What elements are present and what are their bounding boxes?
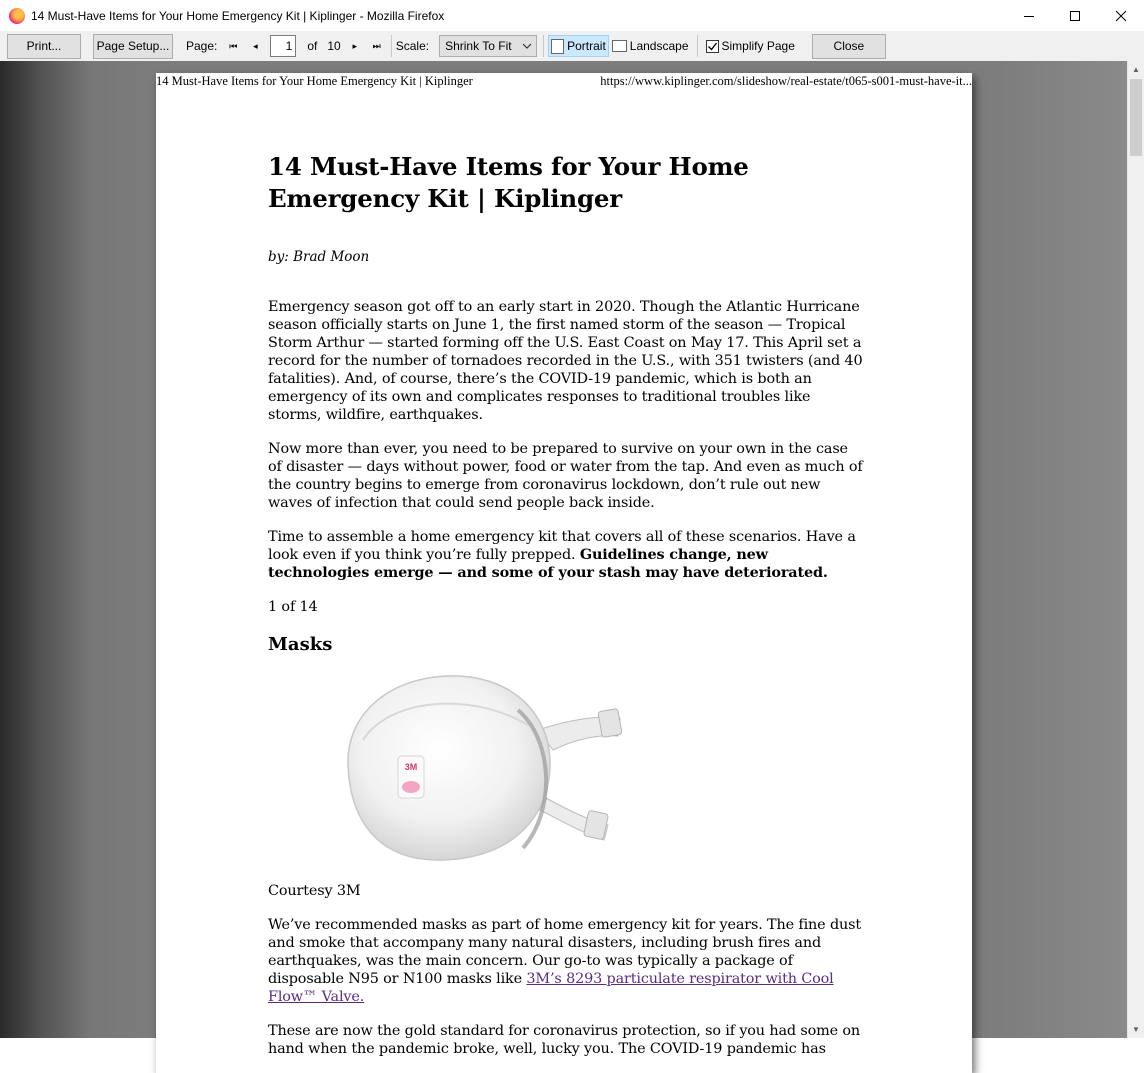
close-preview-button[interactable]: Close [812,34,886,59]
scroll-up-button[interactable] [1128,61,1144,78]
title-bar [0,0,1144,31]
vertical-scrollbar[interactable] [1127,61,1144,1038]
firefox-icon [9,8,25,24]
toolbar-separator [697,35,698,57]
checkmark-icon [707,41,718,52]
toolbar-separator [543,35,544,57]
scale-select[interactable] [439,35,537,57]
image-credit: Courtesy 3M [268,883,361,899]
respirator-mask-illustration [268,670,863,866]
landscape-toggle[interactable] [610,35,691,57]
scale-label: Scale: [395,39,430,53]
portrait-page-icon [551,39,564,54]
article-paragraph: Now more than ever, you need to be prepared to survive on your own in the case of disaster — days without power, food or water from the tap. And even as much of the country begins to emerge from coronavirus lockdown, don’t rule out new waves of infection that could send people back inside. [268,441,863,511]
minimize-button[interactable] [1006,0,1052,31]
landscape-page-icon [612,40,627,52]
article-title: 14 Must-Have Items for Your Home Emergency Kit | Kiplinger [268,152,749,213]
close-icon [1116,11,1126,21]
landscape-label: Landscape [629,39,689,53]
print-preview-area[interactable] [0,61,1127,1057]
window-controls [1006,0,1144,31]
toolbar-separator [391,35,392,57]
page-number-input[interactable]: 1 [270,35,296,57]
print-button[interactable]: Print... [7,34,81,59]
last-page-icon: ⏭ [372,40,381,51]
article-body [268,151,863,1058]
last-page-button[interactable] [367,36,387,56]
portrait-toggle[interactable] [548,35,609,57]
article-paragraph [268,528,863,582]
previous-page-button[interactable] [245,36,265,56]
paragraph-text: Time to assemble a home emergency kit that covers all of these scenarios. Have a look even if you think you’re fully prepped. [268,529,856,563]
printed-page [156,73,972,1073]
scale-select-value: Shrink To Fit [445,39,512,53]
next-page-button[interactable] [345,36,365,56]
mask-brand-logo: 3M [404,762,418,772]
previous-page-icon: ◂ [253,40,258,51]
scrollbar-thumb[interactable] [1130,79,1142,156]
maximize-button[interactable] [1052,0,1098,31]
chevron-down-icon [522,40,532,52]
mask-image [268,670,863,866]
product-link[interactable]: 3M’s 8293 particulate respirator with Cool Flow™ Valve. [268,971,834,1005]
minimize-icon [1024,11,1034,21]
scroll-down-button[interactable] [1128,1021,1144,1038]
next-page-icon: ▸ [352,40,357,51]
window-title: 14 Must-Have Items for Your Home Emergency Kit | Kiplinger - Mozilla Firefox [31,8,445,23]
checkbox-icon [706,40,719,53]
portrait-label: Portrait [567,39,606,53]
page-label: Page: [186,39,218,53]
article-paragraph [268,916,863,1006]
paragraph-bold-text: Guidelines change, new technologies emerge — and some of your stash may have deteriorated. [268,546,828,581]
section-heading: Masks [268,634,333,655]
maximize-icon [1070,11,1080,21]
page-total: 10 [327,39,341,53]
article-paragraph: These are now the gold standard for coronavirus protection, so if you had some on hand when the pandemic broke, well, lucky you. The COVID-19 pandemic has [268,1023,861,1057]
simplify-page-checkbox[interactable] [704,35,797,57]
first-page-icon: ⏮ [229,40,238,51]
first-page-button[interactable] [223,36,243,56]
of-label: of [307,39,318,53]
simplify-page-label: Simplify Page [721,39,795,53]
chevron-down-icon: ▼ [1132,1025,1140,1034]
paragraph-text: We’ve recommended masks as part of home emergency kit for years. The fine dust and smoke that accompany many natural disasters, including brush fires and earthquakes, was the main concern. Our go-to was typically a package of disposable N95 or N100 masks like [268,917,862,987]
page-header-title: 14 Must-Have Items for Your Home Emergency Kit | Kiplinger [156,74,473,88]
slide-counter: 1 of 14 [268,599,318,615]
close-window-button[interactable] [1098,0,1144,31]
page-header-url: https://www.kiplinger.com/slideshow/real-estate/t065-s001-must-have-it... [600,74,972,88]
page-setup-button[interactable]: Page Setup... [93,34,173,59]
chevron-up-icon: ▲ [1132,65,1140,74]
article-byline: by: Brad Moon [268,249,370,265]
print-preview-toolbar [0,31,1144,61]
article-paragraph: Emergency season got off to an early start in 2020. Though the Atlantic Hurricane season officially starts on June 1, the first named storm of the season — Tropical Storm Arthur — started forming off the U.S. East Coast on May 17. This April set a record for the number of tornadoes recorded in the U.S., with 351 twisters (and 40 fatalities). And, of course, there’s the COVID-19 pandemic, which is both an emergency of its own and complicates responses to traditional troubles like storms, wildfire, earthquakes. [268,299,863,423]
